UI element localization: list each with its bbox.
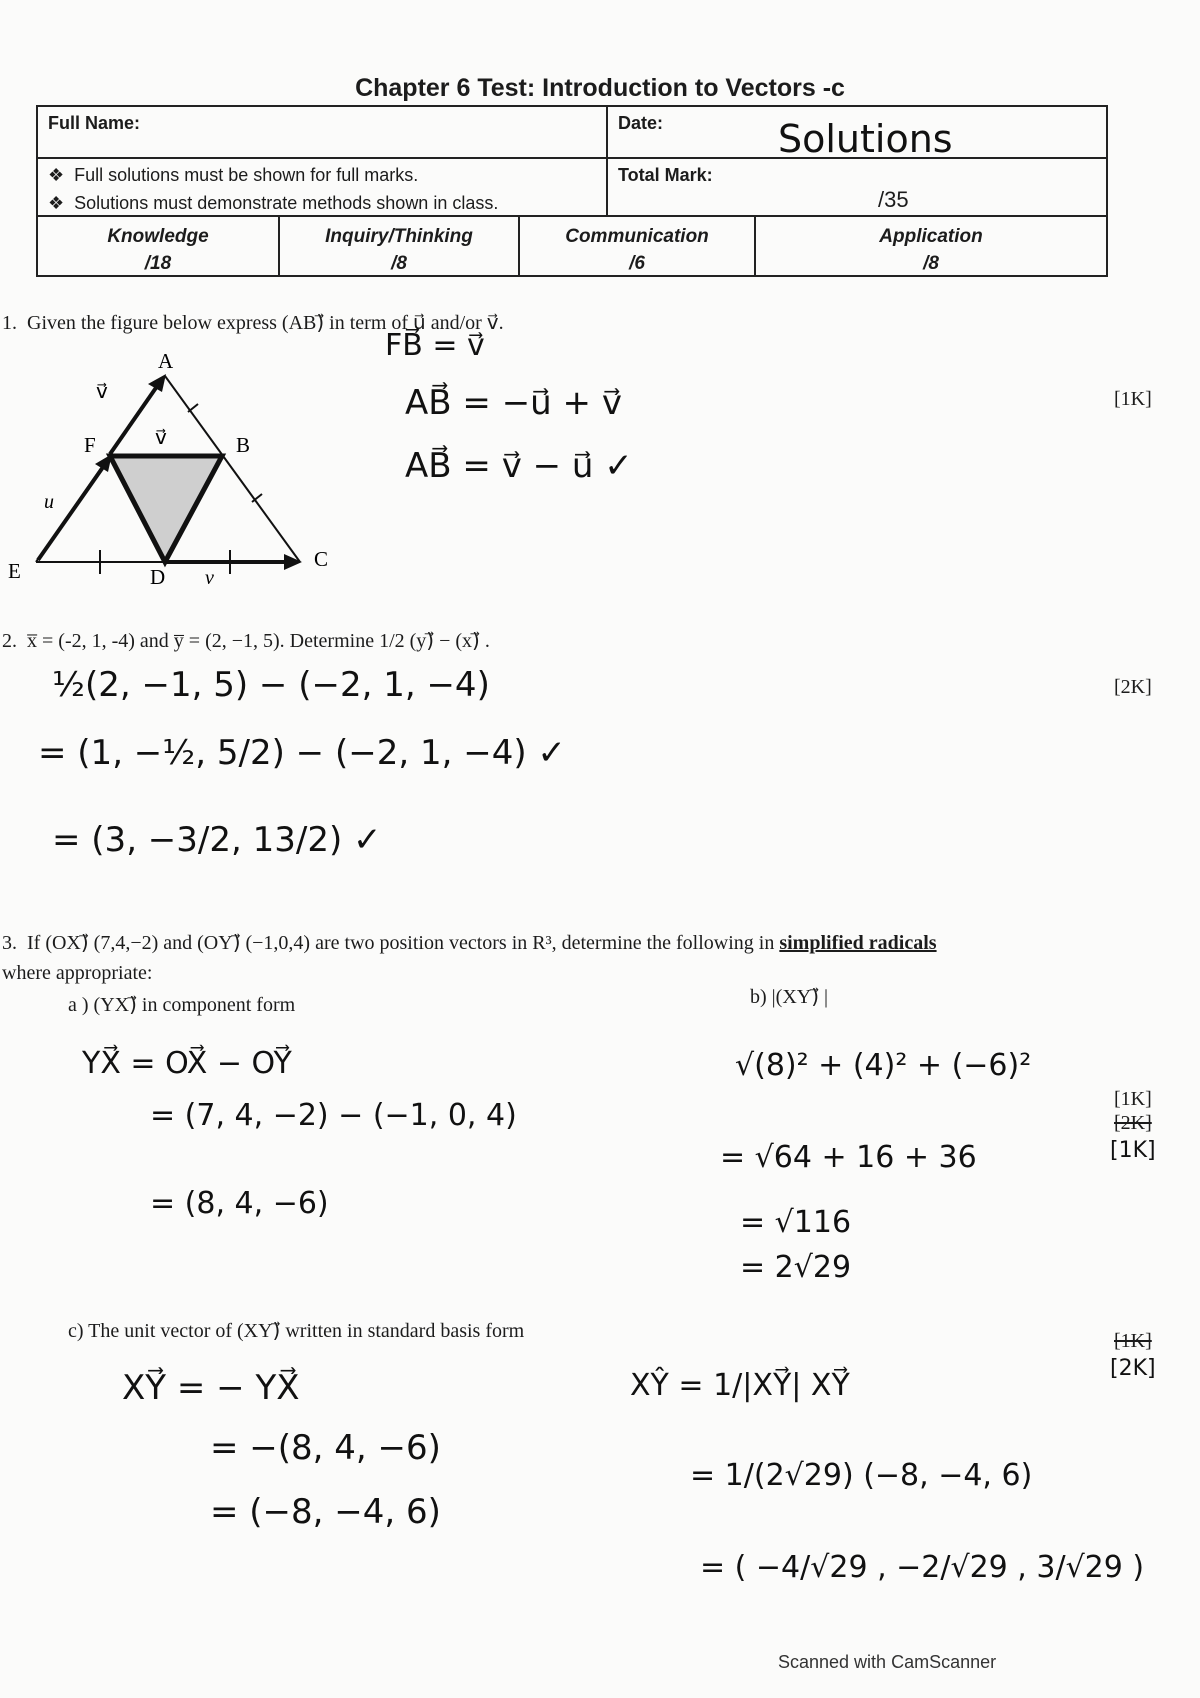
q3a-work-line: = (8, 4, −6) — [150, 1186, 329, 1221]
q3b-work-line: = 2√29 — [740, 1250, 852, 1285]
label-d: D — [150, 565, 166, 589]
header-table — [36, 105, 1108, 277]
label-v-top: v⃗ — [155, 425, 167, 449]
q3c-mark-struck: [1K] — [1114, 1330, 1152, 1352]
q1-question: 1. Given the figure below express (AB)⃗ in term of u⃗ and/or v⃗. — [2, 312, 504, 334]
q3b-work-line: √(8)² + (4)² + (−6)² — [735, 1048, 1032, 1083]
instruction-item: ❖ Solutions must demonstrate methods shown in class. — [48, 193, 499, 213]
q2-work-line: ½(2, −1, 5) − (−2, 1, −4) — [52, 665, 490, 705]
q3a-label: a ) (YX)⃗ in component form — [68, 994, 296, 1016]
q3c-unit-vector-line: XŶ = 1/|XY⃗| XY⃗ — [630, 1368, 850, 1403]
q3c-unit-vector-line: = ( −4/√29 , −2/√29 , 3/√29 ) — [700, 1550, 1145, 1585]
date-label: Date: — [618, 113, 664, 133]
label-a: A — [158, 349, 174, 373]
q1-work-line: AB⃗ = −u⃗ + v⃗ — [405, 383, 622, 423]
camscanner-footer: Scanned with CamScanner — [778, 1652, 997, 1672]
shaded-triangle — [110, 456, 222, 562]
q2-question: 2. x̅ = (-2, 1, -4) and y̅ = (2, −1, 5). Determine 1/2 (y)⃗ − (x)⃗ . — [2, 630, 490, 652]
q3a-work-line: = (7, 4, −2) − (−1, 0, 4) — [150, 1098, 517, 1133]
q1-mark: [1K] — [1114, 388, 1152, 410]
label-v-edge: v⃗ — [96, 379, 108, 403]
q3b-work-line: = √116 — [740, 1205, 852, 1240]
date-cell — [608, 107, 1106, 161]
full-name-label: Full Name: — [48, 113, 141, 133]
q2-work-line: = (1, −½, 5/2) − (−2, 1, −4) ✓ — [38, 733, 566, 773]
q3c-work-line: = (−8, −4, 6) — [210, 1492, 441, 1532]
q2-mark: [2K] — [1114, 676, 1152, 698]
q3c-unit-vector-line: = 1/(2√29) (−8, −4, 6) — [690, 1458, 1033, 1493]
label-e: E — [8, 559, 21, 583]
total-mark-label: Total Mark: — [618, 165, 713, 185]
q3c-label: c) The unit vector of (XY)⃗ written in standard basis form — [68, 1320, 525, 1342]
q3-question-line2: where appropriate: — [2, 962, 153, 984]
label-c: C — [314, 547, 329, 571]
q3c-work-line: = −(8, 4, −6) — [210, 1428, 441, 1468]
q3-question-line1: 3. If (OX)⃗ (7,4,−2) and (OY)⃗ (−1,0,4) are two position vectors in R³, determine the following in simplified radicals — [2, 932, 937, 954]
category-application: Application /8 — [879, 226, 983, 274]
label-b: B — [236, 433, 251, 457]
q1-triangle-figure — [0, 340, 360, 600]
q3c-work-line: XY⃗ = − YX⃗ — [122, 1368, 300, 1408]
q2-work-line: = (3, −3/2, 13/2) ✓ — [52, 820, 382, 860]
q3a-work-line: YX⃗ = OX⃗ − OY⃗ — [82, 1046, 292, 1081]
instruction-item: ❖ Full solutions must be shown for full marks. — [48, 165, 419, 185]
total-mark-value: /35 — [878, 187, 909, 212]
q1-work-line: AB⃗ = v⃗ − u⃗ ✓ — [405, 446, 633, 486]
full-name-cell — [38, 107, 608, 157]
category-knowledge: Knowledge /18 — [38, 217, 280, 275]
instructions-cell — [38, 159, 608, 215]
label-u: u⃗ — [44, 491, 70, 513]
label-v-bottom: v⃗ — [205, 567, 230, 589]
vector-u-upper — [110, 382, 160, 454]
solutions-handwritten: Solutions — [778, 117, 953, 161]
category-communication: Communication /6 — [520, 217, 756, 275]
q3b-mark-handwritten: [1K] — [1110, 1138, 1156, 1163]
total-mark-cell — [608, 159, 1106, 215]
q3b-label: b) |(XY)⃗ | — [750, 986, 829, 1008]
page-title: Chapter 6 Test: Introduction to Vectors -c — [355, 74, 845, 102]
q3c-mark-handwritten: [2K] — [1110, 1356, 1156, 1381]
q3b-work-line: = √64 + 16 + 36 — [720, 1140, 977, 1175]
q1-work-line: FB⃗ = v⃗ — [385, 328, 485, 363]
q3b-mark-struck: [2K] — [1114, 1112, 1152, 1134]
label-f: F — [84, 433, 96, 457]
q3b-mark: [1K] — [1114, 1088, 1152, 1110]
category-inquiry: Inquiry/Thinking /8 — [280, 217, 520, 275]
